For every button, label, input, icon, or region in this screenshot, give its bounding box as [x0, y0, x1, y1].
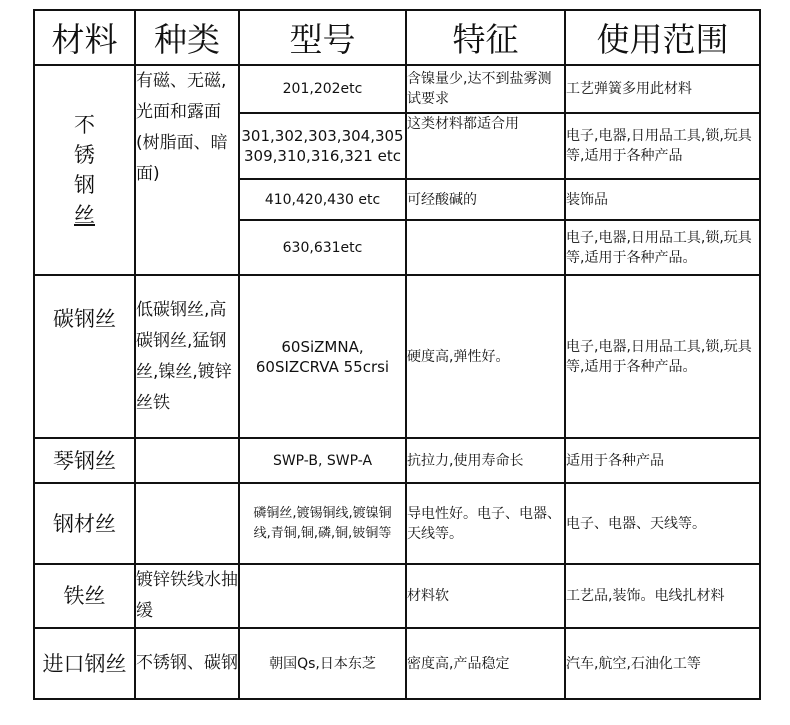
model-cell: [239, 564, 406, 628]
model-cell: SWP-B, SWP-A: [239, 438, 406, 483]
model-cell: 磷铜丝,镀锡铜线,镀镍铜线,青铜,铜,磷,铜,铍铜等: [239, 483, 406, 564]
model-cell: 301,302,303,304,305 309,310,316,321 etc: [239, 113, 406, 179]
feature-cell: 可经酸碱的: [406, 179, 565, 220]
material-steel: 钢材丝: [34, 483, 135, 564]
kind-steel: [135, 483, 239, 564]
feature-cell: 抗拉力,使用寿命长: [406, 438, 565, 483]
header-kind: 种类: [135, 10, 239, 65]
table-row-imported: [34, 628, 760, 699]
table-row-piano: [34, 438, 760, 483]
kind-piano: [135, 438, 239, 483]
material-stainless: [34, 65, 135, 275]
kind-carbon: 低碳钢丝,高碳钢丝,猛钢丝,镍丝,镀锌丝铁: [135, 275, 239, 438]
table-row-steel: [34, 483, 760, 564]
material-imported: 进口钢丝: [34, 628, 135, 699]
model-cell: 201,202etc: [239, 65, 406, 113]
feature-cell: 硬度高,弹性好。: [406, 275, 565, 438]
table-row-stainless-1: [34, 65, 760, 113]
usage-cell: 电子、电器、天线等。: [565, 483, 760, 564]
header-model: 型号: [239, 10, 406, 65]
kind-stainless: 有磁、无磁,光面和露面(树脂面、暗面): [135, 65, 239, 275]
feature-cell: 这类材料都适合用: [406, 113, 565, 179]
model-cell: 60SiZMNA, 60SIZCRVA 55crsi: [239, 275, 406, 438]
usage-cell: 适用于各种产品: [565, 438, 760, 483]
model-cell: 410,420,430 etc: [239, 179, 406, 220]
usage-cell: 电子,电器,日用品工具,锁,玩具等,适用于各种产品。: [565, 275, 760, 438]
feature-cell: 含镍量少,达不到盐雾测试要求: [406, 65, 565, 113]
usage-cell: 装饰品: [565, 179, 760, 220]
header-feature: 特征: [406, 10, 565, 65]
spring-wire-spec-table: [33, 9, 761, 700]
usage-cell: 工艺品,装饰。电线扎材料: [565, 564, 760, 628]
feature-cell: [406, 220, 565, 275]
material-char: 钢: [74, 173, 95, 197]
usage-cell: 电子,电器,日用品工具,锁,玩具等,适用于各种产品。: [565, 220, 760, 275]
header-material: 材料: [34, 10, 135, 65]
table-row-iron: [34, 564, 760, 628]
model-cell: 630,631etc: [239, 220, 406, 275]
usage-cell: 电子,电器,日用品工具,锁,玩具等,适用于各种产品: [565, 113, 760, 179]
material-char: 丝: [74, 203, 95, 227]
table-row-carbon: [34, 275, 760, 438]
usage-cell: 工艺弹簧多用此材料: [565, 65, 760, 113]
header-usage: 使用范围: [565, 10, 760, 65]
feature-cell: 导电性好。电子、电器、天线等。: [406, 483, 565, 564]
model-cell: 朝国Qs,日本东芝: [239, 628, 406, 699]
usage-cell: 汽车,航空,石油化工等: [565, 628, 760, 699]
material-char: 锈: [74, 143, 95, 167]
material-carbon: 碳钢丝: [34, 275, 135, 438]
material-piano: 琴钢丝: [34, 438, 135, 483]
material-char: 不: [74, 113, 95, 137]
feature-cell: 材料软: [406, 564, 565, 628]
material-iron: 铁丝: [34, 564, 135, 628]
feature-cell: 密度高,产品稳定: [406, 628, 565, 699]
header-row: [34, 10, 760, 65]
kind-imported: 不锈钢、碳钢: [135, 628, 239, 699]
kind-iron: 镀锌铁线水抽缓: [135, 564, 239, 628]
